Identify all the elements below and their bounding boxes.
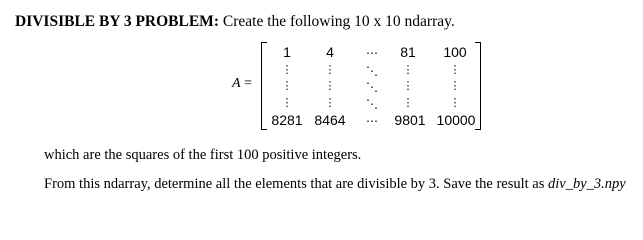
matrix-description: which are the squares of the first 100 positive integers. (44, 147, 362, 163)
matrix-vdots: ⋮ (402, 79, 414, 92)
matrix-cell-top-2: 4 (326, 44, 334, 60)
matrix-cell-top-1: 1 (283, 44, 291, 60)
matrix-name (232, 76, 252, 92)
problem-title (15, 13, 455, 31)
matrix-left-bracket (261, 42, 267, 130)
matrix-cell-bottom-2: 8464 (314, 112, 346, 128)
matrix-vdots: ⋮ (324, 96, 336, 109)
output-filename: div_by_3.npy (548, 176, 626, 192)
title-separator: : (213, 13, 219, 30)
matrix-vdots: ⋮ (402, 96, 414, 109)
matrix-cell-bottom-4: 9801 (394, 112, 426, 128)
matrix-ddots: ⋱ (366, 97, 378, 111)
problem-statement: Create the following 10 x 10 ndarray. (219, 13, 455, 30)
matrix-vdots: ⋮ (324, 79, 336, 92)
matrix-vdots: ⋮ (402, 63, 414, 76)
instruction-text (44, 176, 626, 193)
matrix-cell-top-3: ⋯ (366, 46, 378, 60)
matrix-symbol: A (232, 76, 241, 91)
matrix-vdots: ⋮ (281, 79, 293, 92)
matrix-cell-top-5: 100 (443, 44, 467, 60)
matrix-ddots: ⋱ (366, 80, 378, 94)
matrix-right-bracket (475, 42, 481, 130)
matrix-cell-bottom-5: 10000 (436, 112, 476, 128)
instruction-statement: From this ndarray, determine all the elements that are divisible by 3. Save the result as (44, 176, 549, 192)
matrix-vdots: ⋮ (449, 79, 461, 92)
matrix-cell-bottom-1: 8281 (271, 112, 303, 128)
matrix-vdots: ⋮ (281, 96, 293, 109)
matrix-vdots: ⋮ (324, 63, 336, 76)
problem-label: DIVISIBLE BY 3 PROBLEM (15, 13, 214, 30)
matrix-vdots: ⋮ (449, 63, 461, 76)
equals-sign: = (240, 76, 252, 91)
matrix-ddots: ⋱ (366, 64, 378, 78)
matrix-cell-bottom-3: ⋯ (366, 114, 378, 128)
matrix-vdots: ⋮ (281, 63, 293, 76)
matrix-vdots: ⋮ (449, 96, 461, 109)
matrix-cell-top-4: 81 (400, 44, 416, 60)
